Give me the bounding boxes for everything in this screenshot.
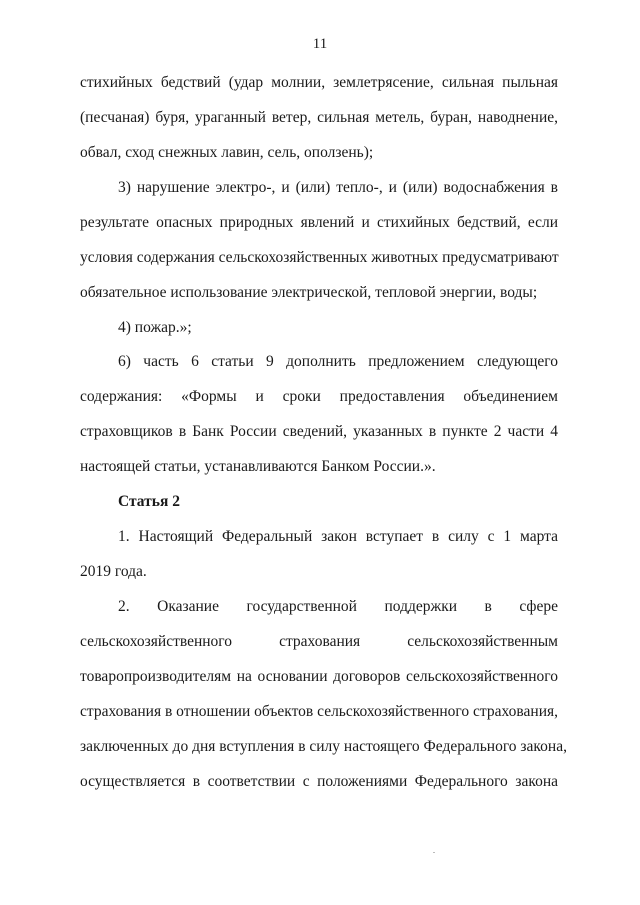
text-line: заключенных до дня вступления в силу настоящего Федерального закона,	[80, 738, 567, 755]
text-line: (песчаная) буря, ураганный ветер, сильная метель, буран, наводнение,	[80, 109, 558, 126]
article-heading: Статья 2	[118, 493, 180, 510]
text-line: содержания: «Формы и сроки предоставления объединением	[80, 388, 558, 405]
text-line: товаропроизводителям на основании договоров сельскохозяйственного	[80, 668, 558, 685]
text-line: страховщиков в Банк России сведений, указанных в пункте 2 части 4	[80, 423, 558, 440]
text-line: настоящей статьи, устанавливаются Банком России.».	[80, 458, 436, 475]
text-line: обвал, сход снежных лавин, сель, оползень);	[80, 144, 374, 161]
text-line: страхования в отношении объектов сельскохозяйственного страхования,	[80, 703, 558, 720]
text-line: обязательное использование электрической, тепловой энергии, воды;	[80, 284, 538, 301]
text-line: 4) пожар.»;	[118, 319, 192, 336]
text-line: условия содержания сельскохозяйственных животных предусматривают	[80, 249, 559, 266]
page-number: 11	[312, 36, 328, 52]
text-line: 6) часть 6 статьи 9 дополнить предложением следующего	[118, 353, 558, 370]
scan-speck	[433, 852, 435, 853]
text-line: сельскохозяйственного страхования сельскохозяйственным	[80, 633, 558, 650]
text-line: 2. Оказание государственной поддержки в сфере	[118, 598, 558, 615]
text-line: 3) нарушение электро-, и (или) тепло-, и (или) водоснабжения в	[118, 179, 558, 196]
text-line: 1. Настоящий Федеральный закон вступает в силу с 1 марта	[118, 528, 558, 545]
text-line: 2019 года.	[80, 563, 147, 580]
text-line: осуществляется в соответствии с положениями Федерального закона	[80, 773, 558, 790]
text-line: результате опасных природных явлений и стихийных бедствий, если	[80, 214, 558, 231]
text-line: стихийных бедствий (удар молнии, землетрясение, сильная пыльная	[80, 74, 558, 91]
